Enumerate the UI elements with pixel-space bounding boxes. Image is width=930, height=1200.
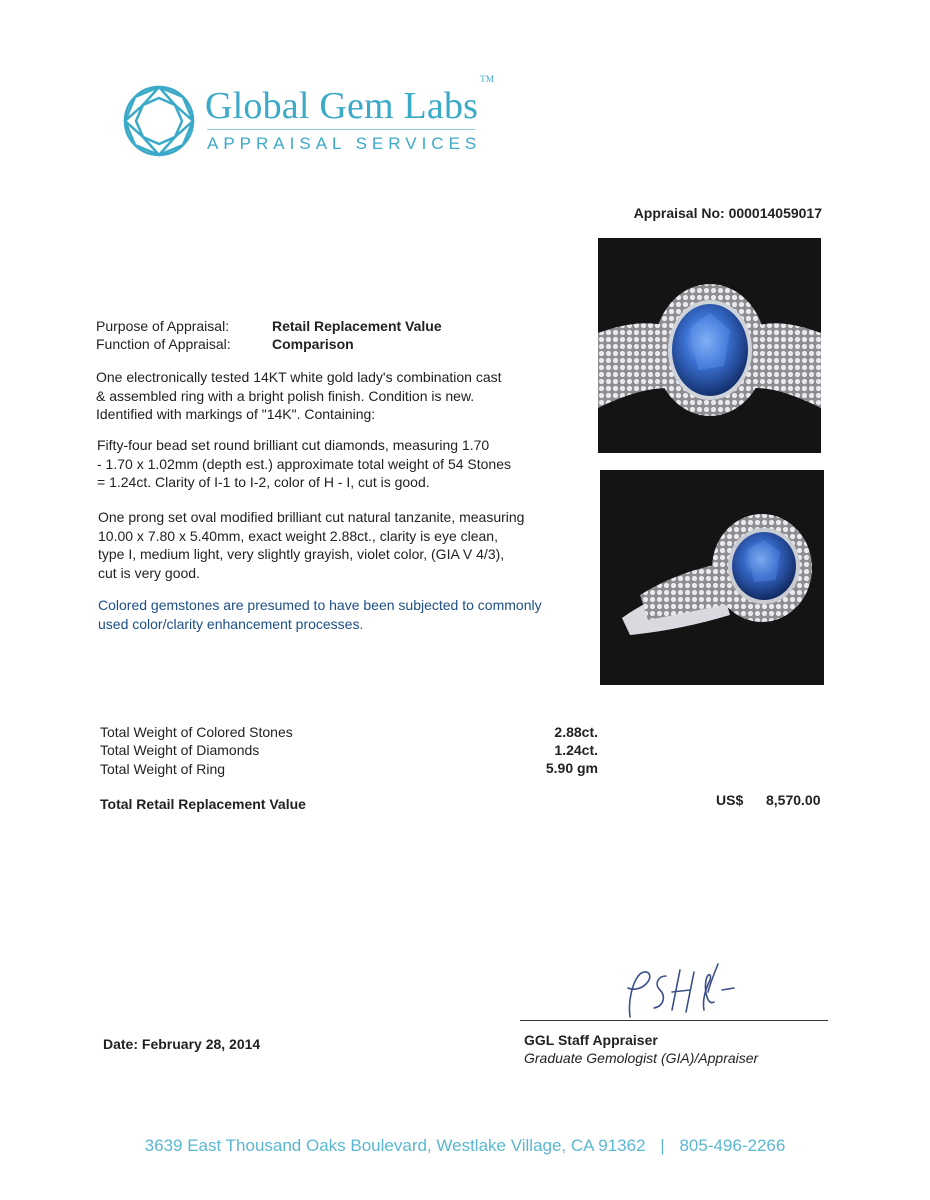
ring-photo-angle xyxy=(600,470,824,685)
footer-contact xyxy=(0,1136,930,1156)
enhancement-disclaimer: Colored gemstones are presumed to have been subjected to commonly used color/clarity enhancement processes. xyxy=(98,597,542,632)
purpose-value: Retail Replacement Value xyxy=(272,318,442,334)
staff-name: GGL Staff Appraiser xyxy=(524,1032,658,1048)
purpose-row xyxy=(96,318,442,334)
brand-name: Global Gem Labs™ xyxy=(205,74,495,127)
signature-line xyxy=(520,1020,828,1021)
logo-gem-icon xyxy=(122,84,196,158)
function-row xyxy=(96,336,354,352)
staff-title: Graduate Gemologist (GIA)/Appraiser xyxy=(524,1050,759,1066)
function-label: Function of Appraisal: xyxy=(96,336,231,352)
trademark: TM xyxy=(480,74,495,85)
total-amount: 8,570.00 xyxy=(766,792,821,808)
ring-photo-top xyxy=(598,238,821,453)
logo-divider xyxy=(207,129,475,130)
total-value-label: Total Retail Replacement Value xyxy=(100,796,306,812)
brand-subtitle: APPRAISAL SERVICES xyxy=(207,134,482,153)
footer-phone: 805-496-2266 xyxy=(679,1136,786,1155)
total-currency: US$ xyxy=(716,792,744,808)
weight-value-ring: 5.90 gm xyxy=(545,760,598,776)
footer-address: 3639 East Thousand Oaks Boulevard, Westlake Village, CA 91362 xyxy=(144,1136,646,1155)
weight-label-colored: Total Weight of Colored Stones xyxy=(100,724,293,740)
diamond-description: Fifty-four bead set round brilliant cut diamonds, measuring 1.70 - 1.70 x 1.02mm (depth est.) approximate total weight of 54 Stones = 1.24ct. Clarity of I-1 to I-2, color of H - I, cut is good. xyxy=(97,437,511,490)
function-value: Comparison xyxy=(272,336,354,352)
appraisal-date: Date: February 28, 2014 xyxy=(103,1036,261,1052)
ring-description: One electronically tested 14KT white gold lady's combination cast & assembled ring with a bright polish finish. Condition is new. Identified with markings of "14K". Containing: xyxy=(96,369,502,422)
appraiser-signature xyxy=(610,962,740,1024)
weight-value-colored: 2.88ct. xyxy=(554,724,598,740)
weight-label-diamonds: Total Weight of Diamonds xyxy=(100,742,260,758)
weight-label-ring: Total Weight of Ring xyxy=(100,761,226,777)
weight-value-diamonds: 1.24ct. xyxy=(554,742,598,758)
purpose-label: Purpose of Appraisal: xyxy=(96,318,230,334)
footer-separator: | xyxy=(660,1136,665,1155)
tanzanite-description: One prong set oval modified brilliant cut natural tanzanite, measuring 10.00 x 7.80 x 5.40mm, exact weight 2.88ct., clarity is eye clean, type I, medium light, very slightly grayish, violet color, (GIA V 4/3), cut is very good. xyxy=(98,509,525,581)
appraisal-number: Appraisal No: 000014059017 xyxy=(633,205,822,221)
